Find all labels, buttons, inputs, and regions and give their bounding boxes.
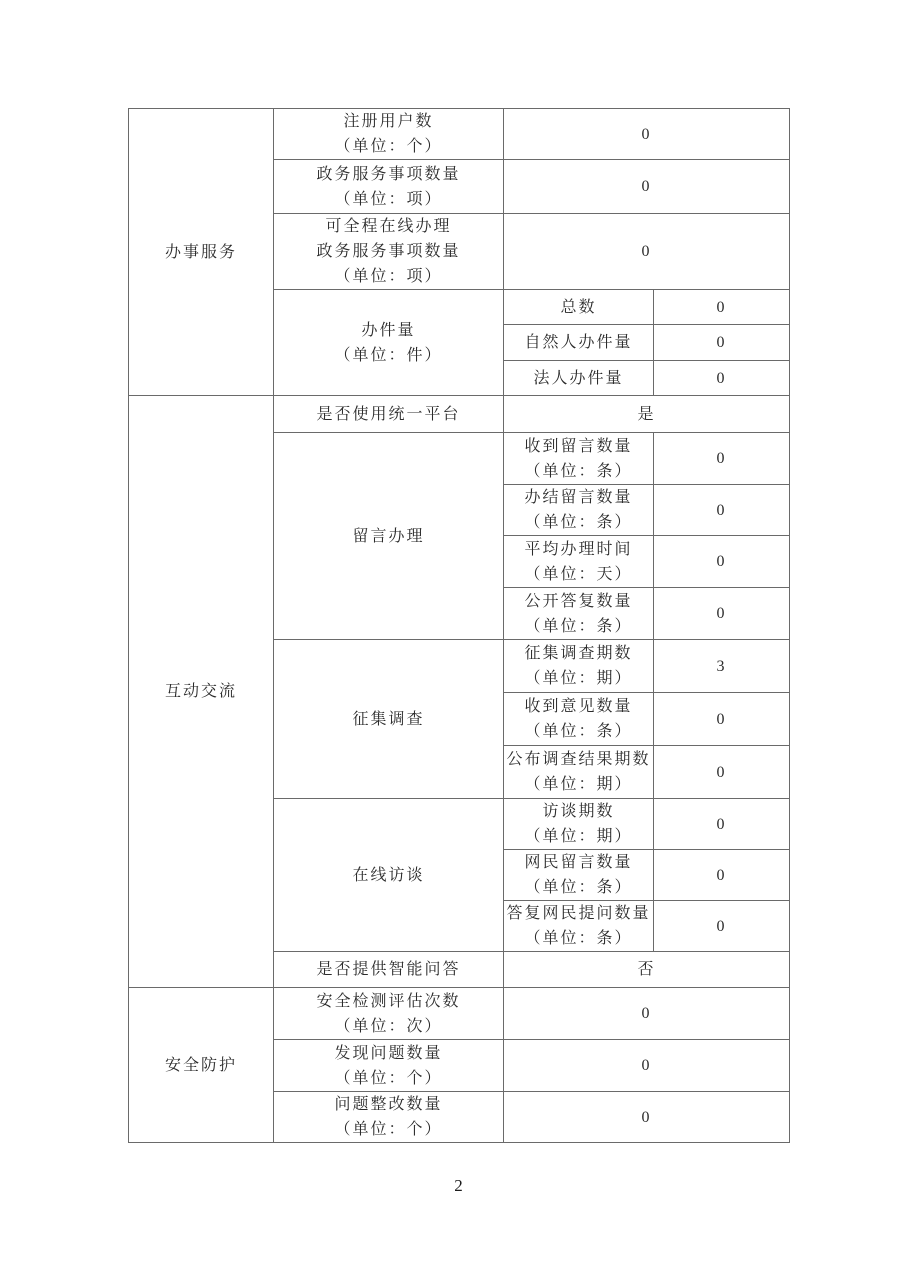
page-number: 2 [454, 1176, 463, 1195]
item-label: 可全程在线办理 [325, 218, 452, 235]
value-cell-legal-person: 0 [654, 361, 790, 396]
value-cell-natural-person: 0 [654, 325, 790, 361]
subitem-cell-messages-received [504, 433, 654, 485]
group-cell-message-handling: 留言办理 [274, 433, 504, 640]
subitem-label: 网民留言数量 [524, 854, 633, 871]
value-cell-service-items: 0 [504, 160, 790, 214]
group-cell-online-interview: 在线访谈 [274, 799, 504, 952]
subitem-label: 收到留言数量 [524, 437, 633, 455]
category-label-interaction: 互动交流 [164, 683, 237, 700]
value-cell-opinions-received: 0 [654, 693, 790, 746]
subitem-unit: （单位：期） [524, 670, 633, 687]
subitem-label: 公开答复数量 [524, 592, 633, 610]
subitem-cell-netizen-messages [504, 850, 654, 901]
subitem-label: 公布调查结果期数 [506, 751, 651, 768]
report-table-container [128, 108, 790, 1143]
item-unit: （单位：项） [334, 268, 443, 285]
subitem-unit: （单位：期） [524, 828, 633, 845]
value-cell-registered-users: 0 [504, 109, 790, 160]
subitem-cell-opinions-received [504, 693, 654, 746]
item-label: 注册用户数 [343, 113, 434, 130]
category-cell-security [129, 988, 274, 1143]
subitem-label: 答复网民提问数量 [506, 905, 651, 922]
item-unit: （单位：次） [334, 1017, 443, 1035]
item-cell-problems-found [274, 1040, 504, 1092]
value-cell-problems-rectified: 0 [504, 1092, 790, 1143]
subitem-unit: （单位：条） [524, 617, 633, 635]
item-cell-problems-rectified [274, 1092, 504, 1143]
value-cell-results-published: 0 [654, 746, 790, 799]
subitem-cell-results-published [504, 746, 654, 799]
value-cell-online-service-items: 0 [504, 214, 790, 290]
value-cell-questions-answered: 0 [654, 901, 790, 952]
subitem-cell-messages-resolved [504, 485, 654, 536]
subitem-label: 收到意见数量 [524, 698, 633, 715]
value-cell-unified-platform: 是 [504, 396, 790, 433]
subitem-unit: （单位：天） [524, 565, 633, 583]
item-cell-service-items [274, 160, 504, 214]
item-cell-security-checks [274, 988, 504, 1040]
item-unit: （单位：个） [334, 1069, 443, 1087]
item-label: 发现问题数量 [334, 1044, 443, 1062]
item-cell-registered-users [274, 109, 504, 160]
subitem-unit: （单位：条） [524, 930, 633, 947]
subitem-cell-interview-issues [504, 799, 654, 850]
item-cell-online-service-items [274, 214, 504, 290]
value-cell-interview-issues: 0 [654, 799, 790, 850]
subitem-cell-natural-person: 自然人办件量 [504, 325, 654, 361]
item-unit: （单位：个） [334, 1121, 443, 1138]
category-label-service: 办事服务 [164, 243, 237, 261]
group-cell-survey: 征集调查 [274, 640, 504, 799]
subitem-cell-legal-person: 法人办件量 [504, 361, 654, 396]
subitem-unit: （单位：条） [524, 879, 633, 896]
subitem-cell-questions-answered [504, 901, 654, 952]
value-cell-messages-received: 0 [654, 433, 790, 485]
value-cell-smart-qa: 否 [504, 952, 790, 988]
value-cell-avg-handling-time: 0 [654, 536, 790, 588]
subitem-unit: （单位：条） [524, 514, 633, 531]
subitem-cell-avg-handling-time [504, 536, 654, 588]
item-label: 政务服务事项数量 [316, 165, 461, 183]
subitem-label: 平均办理时间 [524, 540, 633, 558]
item-label: 问题整改数量 [334, 1096, 443, 1113]
subitem-cell-survey-issues [504, 640, 654, 693]
group-unit: （单位：件） [334, 346, 443, 364]
category-label-security: 安全防护 [164, 1056, 237, 1074]
group-label: 办件量 [361, 321, 416, 339]
value-cell-security-checks: 0 [504, 988, 790, 1040]
category-cell-service [129, 109, 274, 396]
subitem-label: 办结留言数量 [524, 489, 633, 506]
subitem-label: 征集调查期数 [524, 645, 633, 662]
subitem-cell-public-replies [504, 588, 654, 640]
item-label-2: 政务服务事项数量 [316, 243, 461, 260]
subitem-cell-total: 总数 [504, 290, 654, 325]
item-cell-unified-platform: 是否使用统一平台 [274, 396, 504, 433]
value-cell-netizen-messages: 0 [654, 850, 790, 901]
group-cell-case-volume [274, 290, 504, 396]
subitem-unit: （单位：期） [524, 776, 633, 793]
subitem-unit: （单位：条） [524, 723, 633, 740]
category-cell-interaction [129, 396, 274, 988]
item-unit: （单位：项） [334, 190, 443, 208]
item-unit: （单位：个） [334, 138, 443, 155]
value-cell-problems-found: 0 [504, 1040, 790, 1092]
value-cell-messages-resolved: 0 [654, 485, 790, 536]
value-cell-survey-issues: 3 [654, 640, 790, 693]
item-label: 安全检测评估次数 [316, 992, 461, 1010]
subitem-label: 访谈期数 [542, 803, 615, 820]
value-cell-public-replies: 0 [654, 588, 790, 640]
report-table [128, 108, 790, 1143]
value-cell-total: 0 [654, 290, 790, 325]
item-cell-smart-qa: 是否提供智能问答 [274, 952, 504, 988]
subitem-unit: （单位：条） [524, 462, 633, 480]
